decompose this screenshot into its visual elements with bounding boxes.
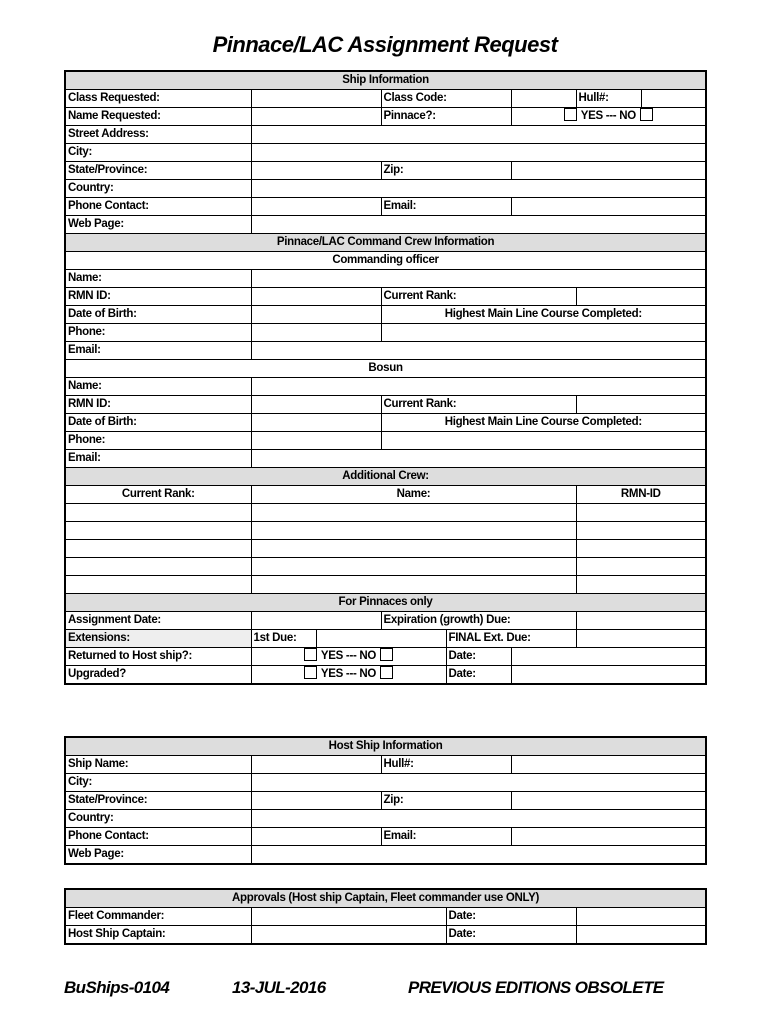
- class-requested-label: Class Requested:: [65, 90, 251, 108]
- host-city-field[interactable]: [251, 774, 706, 792]
- approvals-header: Approvals (Host ship Captain, Fleet commander use ONLY): [65, 889, 706, 908]
- city-field[interactable]: [251, 144, 706, 162]
- name-requested-field[interactable]: [251, 108, 381, 126]
- crew-rmn-field[interactable]: [576, 558, 706, 576]
- phone-label: Phone Contact:: [65, 198, 251, 216]
- host-email-label: Email:: [381, 828, 511, 846]
- pinnace-only-header: For Pinnaces only: [65, 594, 706, 612]
- additional-crew-header: Additional Crew:: [65, 468, 706, 486]
- bosun-dob-field[interactable]: [251, 414, 381, 432]
- form-title: Pinnace/LAC Assignment Request: [212, 32, 558, 57]
- crew-rmn-field[interactable]: [576, 504, 706, 522]
- crew-rmn-field[interactable]: [576, 522, 706, 540]
- co-phone-label: Phone:: [65, 324, 251, 342]
- web-label: Web Page:: [65, 216, 251, 234]
- host-web-label: Web Page:: [65, 846, 251, 865]
- returned-yes-checkbox[interactable]: [304, 648, 317, 661]
- main-form-table: [64, 70, 707, 685]
- upgraded-yes-checkbox[interactable]: [304, 666, 317, 679]
- additional-crew-row: [65, 522, 706, 540]
- additional-crew-row: [65, 540, 706, 558]
- final-due-field[interactable]: [576, 630, 706, 648]
- crew-rank-field[interactable]: [65, 504, 251, 522]
- host-state-label: State/Province:: [65, 792, 251, 810]
- co-header: Commanding officer: [65, 252, 706, 270]
- class-code-label: Class Code:: [381, 90, 511, 108]
- fleet-date-field[interactable]: [576, 908, 706, 926]
- bosun-rmn-field[interactable]: [251, 396, 381, 414]
- returned-yes-no: [251, 648, 446, 666]
- co-course-label: Highest Main Line Course Completed:: [381, 306, 706, 324]
- col-current-rank: Current Rank:: [65, 486, 251, 504]
- extensions-label: Extensions:: [65, 630, 251, 648]
- approvals-table: [64, 888, 707, 945]
- first-due-field[interactable]: [316, 630, 446, 648]
- bosun-course-field[interactable]: [381, 432, 706, 450]
- host-state-field[interactable]: [251, 792, 381, 810]
- host-country-label: Country:: [65, 810, 251, 828]
- crew-name-field[interactable]: [251, 576, 576, 594]
- fleet-date-label: Date:: [446, 908, 576, 926]
- co-name-field[interactable]: [251, 270, 706, 288]
- expiration-label: Expiration (growth) Due:: [381, 612, 576, 630]
- host-ship-table: [64, 736, 707, 865]
- bosun-phone-label: Phone:: [65, 432, 251, 450]
- bosun-course-label: Highest Main Line Course Completed:: [381, 414, 706, 432]
- fleet-commander-label: Fleet Commander:: [65, 908, 251, 926]
- bosun-email-label: Email:: [65, 450, 251, 468]
- email-field[interactable]: [511, 198, 706, 216]
- returned-date-field[interactable]: [511, 648, 706, 666]
- street-label: Street Address:: [65, 126, 251, 144]
- co-rmn-label: RMN ID:: [65, 288, 251, 306]
- crew-rmn-field[interactable]: [576, 576, 706, 594]
- final-due-label: FINAL Ext. Due:: [446, 630, 576, 648]
- returned-label: Returned to Host ship?:: [65, 648, 251, 666]
- country-field[interactable]: [251, 180, 706, 198]
- bosun-email-field[interactable]: [251, 450, 706, 468]
- host-country-field[interactable]: [251, 810, 706, 828]
- col-name: Name:: [251, 486, 576, 504]
- bosun-header: Bosun: [65, 360, 706, 378]
- form-number: BuShips-0104: [64, 978, 170, 997]
- bosun-rank-label: Current Rank:: [381, 396, 576, 414]
- expiration-field[interactable]: [576, 612, 706, 630]
- co-rmn-field[interactable]: [251, 288, 381, 306]
- co-phone-field[interactable]: [251, 324, 381, 342]
- street-field[interactable]: [251, 126, 706, 144]
- state-label: State/Province:: [65, 162, 251, 180]
- host-hull-label: Hull#:: [381, 756, 511, 774]
- ship-info-header: Ship Information: [65, 71, 706, 90]
- phone-field[interactable]: [251, 198, 381, 216]
- additional-crew-row: [65, 558, 706, 576]
- bosun-phone-field[interactable]: [251, 432, 381, 450]
- returned-yes-no-label: YES --- NO: [320, 650, 377, 662]
- crew-header: Pinnace/LAC Command Crew Information: [65, 234, 706, 252]
- pinnace-yes-no: [511, 108, 706, 126]
- bosun-rank-field[interactable]: [576, 396, 706, 414]
- co-email-field[interactable]: [251, 342, 706, 360]
- city-label: City:: [65, 144, 251, 162]
- additional-crew-row: [65, 576, 706, 594]
- col-rmn-id: RMN-ID: [576, 486, 706, 504]
- host-captain-label: Host Ship Captain:: [65, 926, 251, 945]
- co-dob-label: Date of Birth:: [65, 306, 251, 324]
- upgraded-yes-no: [251, 666, 446, 685]
- host-email-field[interactable]: [511, 828, 706, 846]
- class-code-field[interactable]: [511, 90, 576, 108]
- hull-field[interactable]: [641, 90, 706, 108]
- host-hull-field[interactable]: [511, 756, 706, 774]
- upgraded-date-label: Date:: [446, 666, 511, 685]
- pinnace-yes-checkbox[interactable]: [564, 108, 577, 121]
- pinnace-label: Pinnace?:: [381, 108, 511, 126]
- host-captain-field[interactable]: [251, 926, 446, 945]
- crew-name-field[interactable]: [251, 558, 576, 576]
- co-course-field[interactable]: [381, 324, 706, 342]
- co-name-label: Name:: [65, 270, 251, 288]
- crew-rank-field[interactable]: [65, 576, 251, 594]
- host-ship-name-label: Ship Name:: [65, 756, 251, 774]
- host-ship-header: Host Ship Information: [65, 737, 706, 756]
- crew-name-field[interactable]: [251, 540, 576, 558]
- crew-rank-field[interactable]: [65, 522, 251, 540]
- fleet-commander-field[interactable]: [251, 908, 446, 926]
- returned-no-checkbox[interactable]: [380, 648, 393, 661]
- obsolete-notice: PREVIOUS EDITIONS OBSOLETE: [408, 978, 664, 997]
- bosun-dob-label: Date of Birth:: [65, 414, 251, 432]
- host-web-field[interactable]: [251, 846, 706, 865]
- class-requested-field[interactable]: [251, 90, 381, 108]
- co-rank-label: Current Rank:: [381, 288, 576, 306]
- crew-rank-field[interactable]: [65, 540, 251, 558]
- upgraded-label: Upgraded?: [65, 666, 251, 685]
- upgraded-no-checkbox[interactable]: [380, 666, 393, 679]
- zip-field[interactable]: [511, 162, 706, 180]
- returned-date-label: Date:: [446, 648, 511, 666]
- crew-rank-field[interactable]: [65, 558, 251, 576]
- pinnace-no-checkbox[interactable]: [640, 108, 653, 121]
- captain-date-label: Date:: [446, 926, 576, 945]
- form-date: 13-JUL-2016: [232, 978, 326, 997]
- bosun-name-field[interactable]: [251, 378, 706, 396]
- host-ship-name-field[interactable]: [251, 756, 381, 774]
- crew-rmn-field[interactable]: [576, 540, 706, 558]
- upgraded-yes-no-label: YES --- NO: [320, 668, 377, 680]
- host-zip-field[interactable]: [511, 792, 706, 810]
- hull-label: Hull#:: [576, 90, 641, 108]
- host-city-label: City:: [65, 774, 251, 792]
- additional-crew-row: [65, 504, 706, 522]
- name-requested-label: Name Requested:: [65, 108, 251, 126]
- co-rank-field[interactable]: [576, 288, 706, 306]
- crew-name-field[interactable]: [251, 504, 576, 522]
- host-phone-field[interactable]: [251, 828, 381, 846]
- first-due-label: 1st Due:: [251, 630, 316, 648]
- bosun-rmn-label: RMN ID:: [65, 396, 251, 414]
- assignment-date-label: Assignment Date:: [65, 612, 251, 630]
- country-label: Country:: [65, 180, 251, 198]
- state-field[interactable]: [251, 162, 381, 180]
- pinnace-yes-no-label: YES --- NO: [580, 110, 636, 122]
- upgraded-date-field[interactable]: [511, 666, 706, 685]
- web-field[interactable]: [251, 216, 706, 234]
- co-dob-field[interactable]: [251, 306, 381, 324]
- host-zip-label: Zip:: [381, 792, 511, 810]
- host-phone-label: Phone Contact:: [65, 828, 251, 846]
- zip-label: Zip:: [381, 162, 511, 180]
- captain-date-field[interactable]: [576, 926, 706, 945]
- co-email-label: Email:: [65, 342, 251, 360]
- email-label: Email:: [381, 198, 511, 216]
- bosun-name-label: Name:: [65, 378, 251, 396]
- assignment-date-field[interactable]: [251, 612, 381, 630]
- crew-name-field[interactable]: [251, 522, 576, 540]
